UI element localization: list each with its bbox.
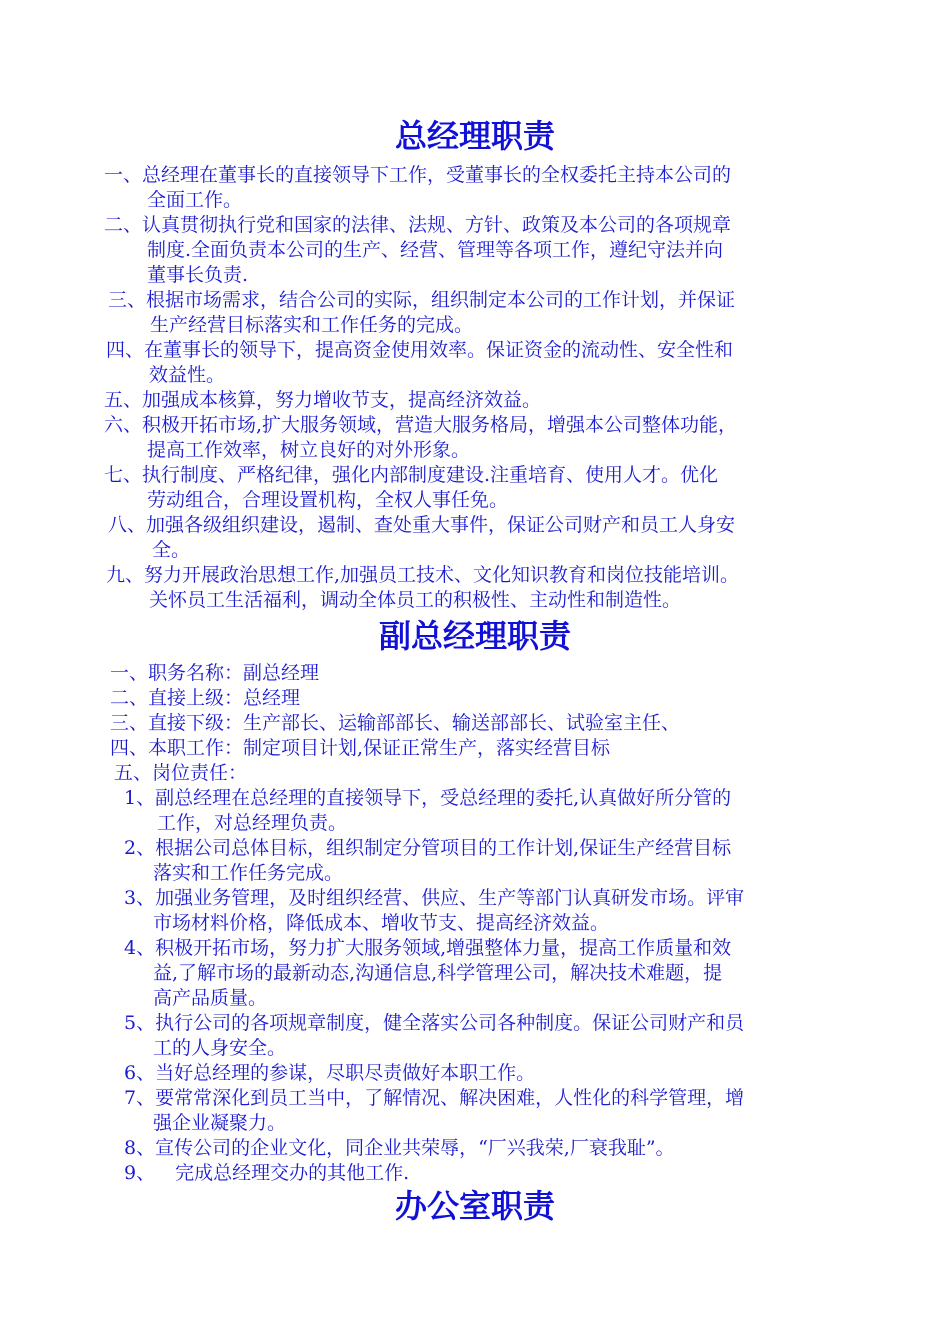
section-title-office: 办公室职责: [394, 1187, 555, 1225]
list-item: 四、在董事长的领导下，提高资金使用效率。保证资金的流动性、安全性和: [106, 339, 734, 361]
list-item: 五、加强成本核算，努力增收节支，提高经济效益。: [104, 389, 542, 411]
list-item: 九、努力开展政治思想工作,加强员工技术、文化知识教育和岗位技能培训。: [106, 564, 740, 586]
list-item-continuation: 全。: [152, 539, 191, 561]
list-item: 一、职务名称：副总经理: [110, 662, 320, 684]
section-title-deputy-general-manager: 副总经理职责: [378, 617, 571, 655]
sub-list-item-continuation: 落实和工作任务完成。: [153, 862, 344, 884]
list-item-continuation: 提高工作效率，树立良好的对外形象。: [147, 439, 471, 461]
sub-list-item-continuation: 工作，对总经理负责。: [157, 812, 348, 834]
sub-list-item: 7、要常常深化到员工当中，了解情况、解决困难，人性化的科学管理，增: [124, 1087, 745, 1109]
list-item-continuation: 关怀员工生活福利，调动全体员工的积极性、主动性和制造性。: [149, 589, 682, 611]
list-item: 七、执行制度、严格纪律，强化内部制度建设.注重培育、使用人才。优化: [104, 464, 719, 486]
list-item-continuation: 制度.全面负责本公司的生产、经营、管理等各项工作，遵纪守法并向: [147, 239, 724, 261]
sub-list-item-continuation: 强企业凝聚力。: [153, 1112, 287, 1134]
sub-list-item: 6、当好总经理的参谋，尽职尽责做好本职工作。: [124, 1062, 536, 1084]
list-item: 二、认真贯彻执行党和国家的法律、法规、方针、政策及本公司的各项规章: [104, 214, 732, 236]
list-item: 六、积极开拓市场,扩大服务领域，营造大服务格局，增强本公司整体功能，: [104, 414, 738, 436]
list-item: 八、加强各级组织建设，遏制、查处重大事件，保证公司财产和员工人身安: [108, 514, 736, 536]
list-item-continuation: 生产经营目标落实和工作任务的完成。: [150, 314, 474, 336]
sub-list-item-continuation: 益,了解市场的最新动态,沟通信息,科学管理公司，解决技术难题，提: [153, 962, 723, 984]
list-item-continuation: 劳动组合，合理设置机构，全权人事任免。: [147, 489, 509, 511]
list-item: 三、根据市场需求，结合公司的实际，组织制定本公司的工作计划，并保证: [108, 289, 736, 311]
sub-list-item-continuation: 市场材料价格，降低成本、增收节支、提高经济效益。: [153, 912, 610, 934]
sub-list-item-continuation: 高产品质量。: [153, 987, 268, 1009]
list-item: 二、直接上级：总经理: [110, 687, 301, 709]
list-item-continuation: 董事长负责.: [147, 264, 249, 286]
list-item: 五、岗位责任：: [114, 762, 248, 784]
list-item-continuation: 效益性。: [149, 364, 226, 386]
sub-list-item: 2、根据公司总体目标，组织制定分管项目的工作计划,保证生产经营目标: [124, 837, 732, 859]
sub-list-item-continuation: 工的人身安全。: [153, 1037, 287, 1059]
sub-list-item: 3、加强业务管理，及时组织经营、供应、生产等部门认真研发市场。评审: [124, 887, 745, 909]
sub-list-item: 9、 完成总经理交办的其他工作.: [124, 1162, 410, 1184]
sub-list-item: 5、执行公司的各项规章制度，健全落实公司各种制度。保证公司财产和员: [124, 1012, 745, 1034]
sub-list-item: 4、积极开拓市场，努力扩大服务领域,增强整体力量，提高工作质量和效: [124, 937, 732, 959]
list-item-continuation: 全面工作。: [147, 189, 243, 211]
list-item: 一、总经理在董事长的直接领导下工作，受董事长的全权委托主持本公司的: [104, 164, 732, 186]
sub-list-item: 8、宣传公司的企业文化，同企业共荣辱，“厂兴我荣,厂衰我耻”。: [124, 1137, 675, 1159]
section-title-general-manager: 总经理职责: [394, 117, 555, 155]
sub-list-item: 1、副总经理在总经理的直接领导下，受总经理的委托,认真做好所分管的: [124, 787, 732, 809]
list-item: 三、直接下级：生产部长、运输部部长、输送部部长、试验室主任、: [110, 712, 681, 734]
list-item: 四、本职工作：制定项目计划,保证正常生产，落实经营目标: [110, 737, 611, 759]
